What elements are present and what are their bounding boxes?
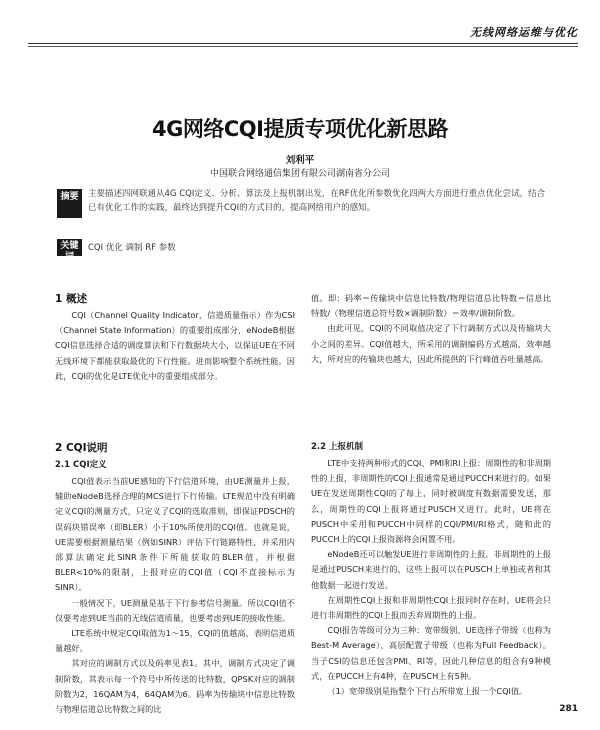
author: 刘利平 <box>285 155 315 166</box>
paragraph: 在周期性CQI上报和非周期性CQI上报同时存在时，UE将会只进行非周期性的CQI上报而丢弃周期性的上报。 <box>311 594 551 621</box>
section-2-2-body <box>311 456 551 699</box>
section-2-1-heading: 2.1 CQI定义 <box>55 460 107 470</box>
section-2-2-heading: 2.2 上报机制 <box>311 442 364 452</box>
paragraph: eNodeB还可以触发UE进行非周期性的上报。非周期性的上报是通过PUSCH来进行的，这些上报可以在PUSCH上单独或者和其他数据一起进行发送。 <box>311 549 551 590</box>
paragraph: LTE系统中规定CQI取值为1～15，CQI的值越高，表明信道质量越好。 <box>55 628 295 654</box>
running-header-section: 无线网络运维与优化 <box>464 24 578 40</box>
running-header-rule-thin <box>28 46 578 47</box>
paragraph: CQI报告等级可分为三种：宽带级别、UE选择子带级（也称为Best-M Average）、高层配置子带级（也称为Full Feedback）。当子CSI的信息还包含PMI、RI等，因此几种信息的组合有9种模式，在PUCCH上有4种，在PUSCH上有5种。 <box>311 625 551 681</box>
paragraph: 值。即：码率＝传输块中信息比特数/物理信道总比特数＝信息比特数/（物理信道总符号数×调制阶数）＝效率/调制阶数。 <box>311 293 551 319</box>
paragraph: 一般情况下，UE测量是基于下行参考信号测量。所以CQI值不仅要考虑到UE当前的无线信道质量，也要考虑到UE的接收性能。 <box>55 597 295 623</box>
section-2-1-body <box>55 474 295 717</box>
paragraph: CQI值表示当前UE感知的下行信道环境，由UE测量并上报，辅助eNodeB选择合理的MCS进行下行传输。LTE规范中没有明确定义CQI的测量方式，只定义了CQI的选取准则，即保证PDSCH的误码块错误率（即BLER）小于10%所使用的CQI值。也就是说，UE需要根据测量结果（例如SINR）评估下行链路特性，并采用内部算法确定此SINR条件下所能获取的BLER值，并根据BLER<10%的限制，上报对应的CQI值（CQI不直接标示为SINR）。 <box>55 476 295 593</box>
paragraph: （1）宽带级别是指整个下行占所带宽上报一个CQI值。 <box>327 686 528 697</box>
article-title: 4G网络CQI提质专项优化新思路 <box>152 117 448 141</box>
paragraph: LTE中支持两种形式的CQI、PMI和RI上报：周期性的和非周期性的上报，非周期性的CQI上报通常是通过PUCCH来进行的。如果UE在发送周期性CQI的了每上，同时被调度有数据需要发送，那么，周期性的CQI上报将通过PUSCH又进行。此时，UE将在PUSCH中采用和PUCCH中同样的CQI/PMI/RI格式，随和此的PUCCH上的CQI上报资源将会闲置不用。 <box>311 458 551 545</box>
abstract-tag: 摘要 <box>57 189 82 218</box>
keywords-text: CQI 优化 调制 RF 参数 <box>88 243 176 253</box>
paragraph: 由此可见，CQI的不同取值决定了下行调制方式以及传输块大小之间的差异。CQI值越大，所采用的调制编码方式越高，效率越大，所对应的传输块也越大，因此所提供的下行峰值吞吐量越高。 <box>311 323 551 364</box>
paragraph: CQI（Channel Quality Indicator，信道质量指示）作为CSI（Channel State Information）的重要组成部分，eNodeB根据CQI信息选择合适的调度算法和下行数据块大小，以保证UE在不同无线环境下都能获取最优的下行性能。进而影响整个系统性能。因此，CQI的优化是LTE优化中的重要组成部分。 <box>55 310 295 381</box>
affiliation: 中国联合网络通信集团有限公司湖南省分公司 <box>209 169 390 179</box>
section-1-body <box>55 308 295 384</box>
section-1-heading: 1 概述 <box>55 293 87 305</box>
paragraph: 其对应的调制方式以及码率见表1。其中，调制方式决定了调制阶数，其表示每一个符号中所传送的比特数，QPSK对应的调制阶数为2，16QAM为4，64QAM为6。码率为传输块中信息比特数与物理信道总比特数之间的比 <box>55 658 295 715</box>
keywords-tag: 关键词 <box>57 239 82 256</box>
abstract-text: 主要描述四网联通从4G CQI定义、分析、算法及上报机制出发，在RF优化所参数优化四两大方面进行重点优化尝试，结合已有优化工作的实践，最终达到提升CQI的方式目的，提高网络用户的感知。 <box>88 189 546 213</box>
right-column-top <box>311 291 551 367</box>
page-number: 281 <box>559 704 578 714</box>
running-header-rule <box>28 43 578 44</box>
section-2-heading: 2 CQI说明 <box>55 442 108 454</box>
